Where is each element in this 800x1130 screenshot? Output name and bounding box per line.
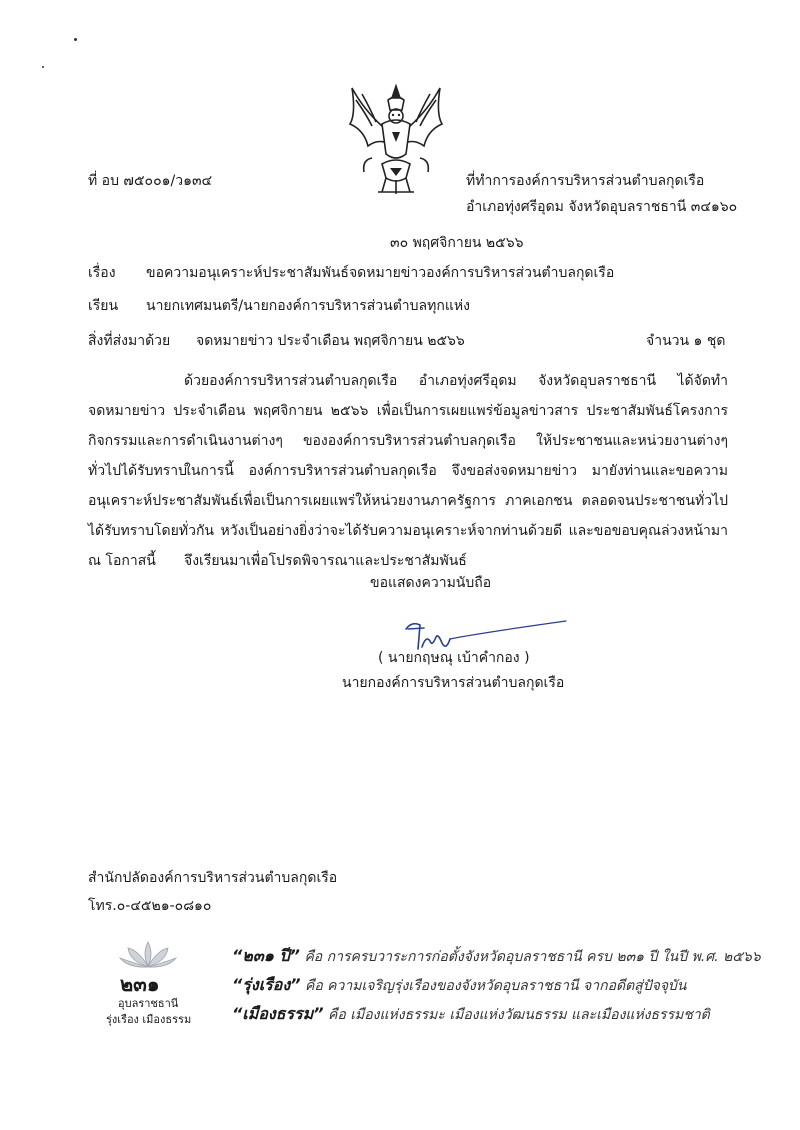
contact-office: สำนักปลัดองค์การบริหารส่วนตำบลกุดเรือ	[88, 870, 338, 886]
slogan-term-1: “๒๓๑ ปี”	[232, 946, 300, 965]
slogan-line-3	[232, 1002, 710, 1027]
slogan-desc-3: คือ เมืองแห่งธรรมะ เมืองแห่งวัฒนธรรม และเมืองแห่งธรรมชาติ	[328, 1007, 710, 1023]
slogan-line-2	[232, 973, 686, 998]
subject-label: เรื่อง	[88, 265, 116, 281]
signer-name: ( นายกฤษณุ เบ้าคำกอง )	[378, 650, 530, 666]
contact-phone: โทร.๐-๔๕๒๑-๐๘๑๐	[88, 898, 212, 914]
slogan-line-1	[232, 944, 761, 969]
closing-regards: ขอแสดงความนับถือ	[370, 575, 492, 591]
logo-line2: รุ่งเรือง เมืองธรรม	[106, 1013, 192, 1026]
garuda-emblem-icon	[342, 80, 450, 198]
to-label: เรียน	[88, 298, 119, 314]
signer-position: นายกองค์การบริหารส่วนตำบลกุดเรือ	[342, 675, 565, 691]
scan-speck	[74, 38, 77, 41]
document-date: ๓๐ พฤศจิกายน ๒๕๖๖	[390, 235, 524, 251]
body-paragraph-3: จึงเรียนมาเพื่อโปรดพิจารณาและประชาสัมพันธ์	[184, 553, 467, 569]
enclosure-text: จดหมายข่าว ประจำเดือน พฤศจิกายน ๒๕๖๖	[196, 333, 465, 349]
logo-line1: อุบลราชธานี	[118, 997, 179, 1010]
lotus-logo-icon	[118, 940, 178, 970]
slogan-term-2: “รุ่งเรือง”	[232, 975, 301, 994]
enclosure-quantity: จำนวน ๑ ชุด	[646, 333, 726, 349]
logo-number: ๒๓๑	[120, 972, 160, 996]
slogan-term-3: “เมืองธรรม”	[232, 1004, 324, 1023]
slogan-desc-2: คือ ความเจริญรุ่งเรืองของจังหวัดอุบลราชธานี จากอดีตสู่ปัจจุบัน	[304, 978, 687, 994]
slogan-desc-1: คือ การครบวาระการก่อตั้งจังหวัดอุบลราชธานี ครบ ๒๓๑ ปี ในปี พ.ศ. ๒๕๖๖	[304, 949, 761, 965]
to-text: นายกเทศมนตรี/นายกองค์การบริหารส่วนตำบลทุกแห่ง	[146, 298, 470, 314]
scan-speck	[42, 66, 44, 68]
body-paragraph-1: ด้วยองค์การบริหารส่วนตำบลกุดเรือ อำเภอทุ่งศรีอุดม จังหวัดอุบลราชธานี ได้จัดทำจดหมายข่าว ประจำเดือน พฤศจิกายน ๒๕๖๖ เพื่อเป็นการเผยแพร่ข้อมูลข่าวสาร ประชาสัมพันธ์โครงการ กิจกรรมและการดำเนินงานต่างๆ ขององค์การบริหารส่วนตำบลกุดเรือ ให้ประชาชนและหน่วยงานต่างๆ ทั่วไปได้รับทราบ	[88, 373, 728, 479]
org-address-line2: อำเภอทุ่งศรีอุดม จังหวัดอุบลราชธานี ๓๔๑๖๐	[466, 199, 738, 215]
enclosure-label: สิ่งที่ส่งมาด้วย	[88, 333, 171, 349]
reference-number: ที่ อบ ๗๕๐๐๑/ว๑๓๔	[88, 173, 213, 189]
body-paragraph-2: ในการนี้ องค์การบริหารส่วนตำบลกุดเรือ จึงขอส่งจดหมายข่าว มายังท่านและขอความอนุเคราะห์ประชาสัมพันธ์เพื่อเป็นการเผยแพร่ให้หน่วยงานภาครัฐการ ภาคเอกชน ตลอดจนประชาชนทั่วไปได้รับทราบโดยทั่วกัน หวังเป็นอย่างยิ่งว่าจะได้รับความอนุเคราะห์จากท่านด้วยดี และขอขอบคุณล่วงหน้ามา ณ โอกาสนี้	[88, 463, 728, 569]
org-address-line1: ที่ทำการองค์การบริหารส่วนตำบลกุดเรือ	[466, 173, 705, 189]
subject-text: ขอความอนุเคราะห์ประชาสัมพันธ์จดหมายข่าวองค์การบริหารส่วนตำบลกุดเรือ	[146, 265, 615, 281]
